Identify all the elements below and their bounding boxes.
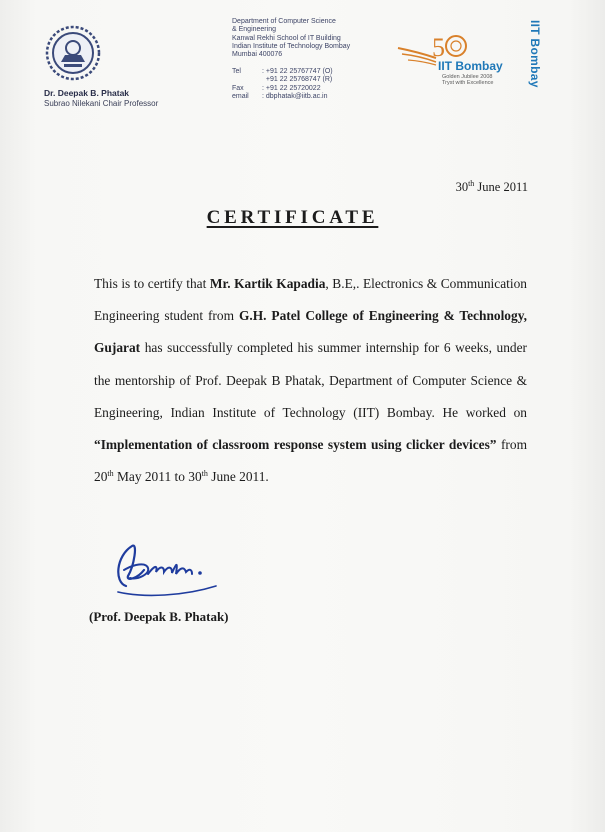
body-text-6: June 2011. [207, 469, 269, 485]
address-line: Kanwal Rekhi School of IT Building [232, 34, 341, 42]
letterhead-title: Subrao Nilekani Chair Professor [44, 99, 159, 108]
project-title: “Implementation of classroom response system using clicker devices” [94, 437, 497, 453]
contact-label [232, 76, 262, 84]
letterhead-name: Dr. Deepak B. Phatak [44, 88, 130, 98]
contact-row-tel2 [232, 76, 333, 84]
jubilee-line: Golden Jubilee 2008 [442, 74, 493, 80]
contact-value: : +91 22 25767747 (O) [262, 68, 333, 75]
handwritten-signature [104, 536, 244, 604]
department-address [232, 18, 382, 59]
address-line: & Engineering [232, 26, 276, 34]
jubilee-subtitle [442, 75, 493, 86]
contact-row-fax [232, 85, 333, 93]
ordinal-suffix: th [107, 469, 114, 479]
svg-text:5: 5 [432, 33, 445, 62]
contact-value: +91 22 25768747 (R) [262, 76, 333, 84]
ordinal-suffix: th [201, 469, 208, 479]
contact-row-tel [232, 68, 333, 76]
iitb-emblem-icon [44, 24, 102, 82]
certificate-heading: CERTIFICATE [206, 207, 379, 228]
student-name: Mr. Kartik Kapadia [209, 276, 326, 291]
tagline: Tryst with Excellence [442, 79, 494, 86]
contact-label: email [232, 92, 249, 100]
contact-label: Fax [232, 84, 244, 92]
signatory-name: (Prof. Deepak B. Phatak) [89, 609, 229, 624]
body-text-2: , B.E,. Electronics & Communication Engineering student from [94, 276, 527, 324]
college-name: G.H. Patel College of Engineering & Technology, Gujarat [94, 308, 527, 356]
date-rest: June 2011 [474, 180, 528, 194]
address-line: Mumbai 400076 [232, 51, 283, 59]
contact-email: : dbphatak@iitb.ac.in [262, 92, 328, 100]
body-text-4: from 20 [94, 437, 528, 485]
contact-block [232, 68, 333, 101]
date-day: 30 [455, 180, 469, 194]
issue-date [456, 180, 528, 195]
contact-value: : +91 22 25720022 [262, 84, 321, 92]
certificate-body [94, 268, 527, 493]
contact-label: Tel [232, 68, 241, 75]
vertical-brand-text: IIT Bombay [528, 20, 542, 88]
address-line: Indian Institute of Technology Bombay [232, 42, 351, 50]
contact-row-email [232, 93, 333, 101]
body-text-1: This is to certify that [94, 276, 210, 291]
vertical-brand-strip [526, 22, 544, 112]
iitb-logo-text: IIT Bombay [438, 59, 503, 73]
address-line: Department of Computer Science [232, 18, 336, 25]
body-text-5: May 2011 to 30 [113, 469, 202, 485]
body-text-3: has successfully completed his summer internship for 6 weeks, under the mentorship of Prof. Deepak B Phatak, Department of Computer Science & Engineering, Indian Institute of Technology (IIT) Bombay. He worked on [94, 340, 527, 420]
date-suffix: th [468, 179, 475, 188]
